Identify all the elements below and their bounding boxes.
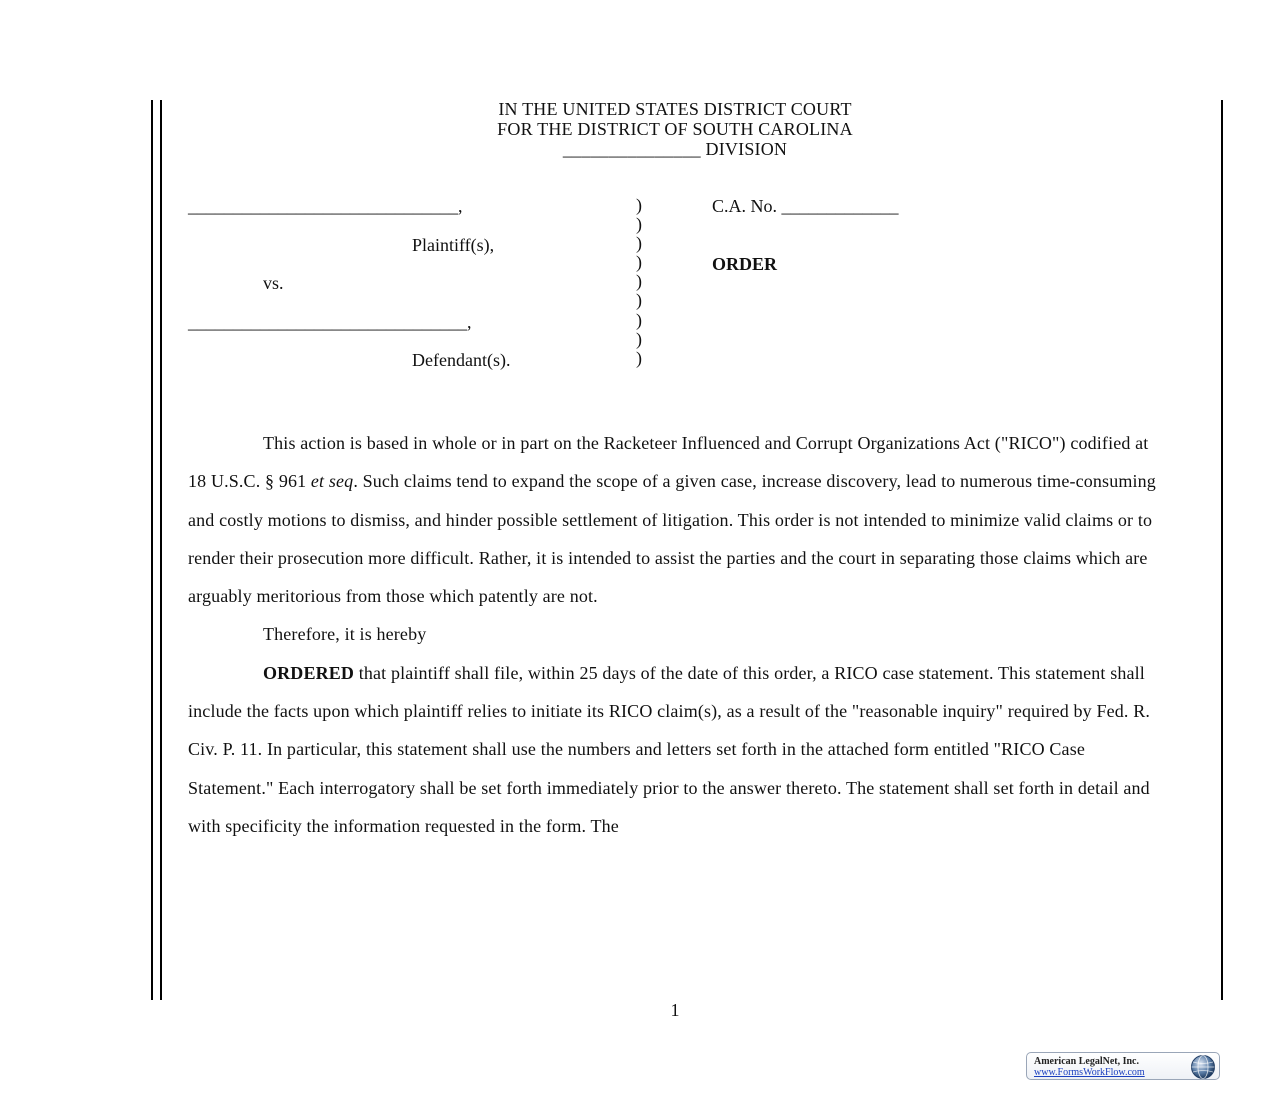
court-heading-line2: FOR THE DISTRICT OF SOUTH CAROLINA — [497, 119, 853, 139]
caption-paren: ) — [636, 271, 642, 292]
paragraph-1-text-a: This action is based in whole or in part on the Racketeer Influenced and Corrupt Organizations Act ("RICO") codified at 18 U.S.C. § 961 — [188, 433, 1149, 492]
caption-paren: ) — [636, 347, 642, 368]
division-line: _______________ DIVISION — [562, 139, 788, 159]
versus-label: vs. — [263, 273, 284, 293]
caption-paren: ) — [636, 214, 642, 235]
page-number: 1 — [670, 1000, 680, 1020]
globe-icon — [1190, 1054, 1216, 1080]
caption-parenthesis-column — [636, 196, 642, 368]
left-margin-rule-inner — [160, 100, 162, 1000]
court-heading-line1: IN THE UNITED STATES DISTRICT COURT — [498, 99, 852, 119]
order-body — [188, 424, 1163, 845]
plaintiff-label: Plaintiff(s), — [412, 235, 495, 255]
case-number: C.A. No. _____________ — [712, 196, 899, 216]
caption-paren: ) — [636, 328, 642, 349]
paragraph-3-text: that plaintiff shall file, within 25 days of the date of this order, a RICO case statement. This statement shall include the facts upon which plaintiff relies to initiate its RICO claim(s), as a result of the "reasonable inquiry" required by Fed. R. Civ. P. 11. In particular, this statement shall use the numbers and letters set forth in the attached form entitled "RICO Case Statement." Each interrogatory shall be set forth immediately prior to the answer thereto. The statement shall set forth in detail and with specificity the information requested in the form. The — [188, 662, 1151, 836]
caption-paren: ) — [636, 290, 642, 311]
left-margin-rule-outer — [151, 100, 153, 1000]
et-seq-italic: et seq — [310, 471, 354, 492]
badge-title: American LegalNet, Inc. — [1034, 1056, 1139, 1067]
legalnet-badge — [1026, 1052, 1220, 1080]
body-paragraph-3 — [188, 654, 1163, 845]
defendant-name-blank: _______________________________, — [188, 312, 472, 332]
plaintiff-name-blank: ______________________________, — [188, 196, 463, 216]
paragraph-1-text-b: . Such claims tend to expand the scope of a given case, increase discovery, lead to numerous time-consuming and costly motions to dismiss, and hinder possible settlement of litigation. This order is not intended to minimize valid claims or to render their prosecution more difficult. Rather, it is intended to assist the parties and the court in separating those claims which are arguably meritorious from those which patently are not. — [188, 471, 1156, 607]
body-paragraph-2: Therefore, it is hereby — [263, 624, 427, 645]
right-margin-rule — [1221, 100, 1223, 1000]
caption-paren: ) — [636, 309, 642, 330]
caption-paren: ) — [636, 233, 642, 254]
body-paragraph-1 — [188, 424, 1163, 615]
caption-paren: ) — [636, 195, 642, 215]
badge-link[interactable]: www.FormsWorkFlow.com — [1034, 1067, 1145, 1078]
document-title: ORDER — [712, 254, 778, 274]
defendant-label: Defendant(s). — [412, 350, 511, 370]
ordered-bold: ORDERED — [263, 662, 355, 683]
court-heading — [380, 99, 970, 159]
caption-paren: ) — [636, 252, 642, 273]
